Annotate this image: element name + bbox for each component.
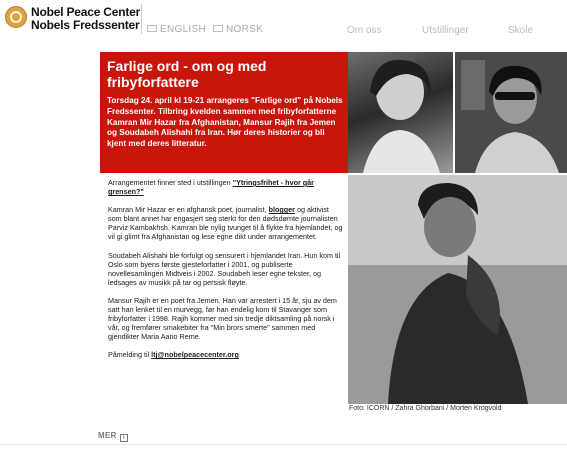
more-label: MER [98, 431, 117, 440]
email-link[interactable]: ltj@nobelpeacecenter.org [151, 350, 239, 360]
photo-soudabeh [348, 52, 453, 173]
nav-utstillinger[interactable]: Utstillinger [422, 25, 469, 36]
more-link[interactable] [98, 431, 128, 442]
headline-lead: Torsdag 24. april kl 19-21 arrangeres "Farlige ord" på Nobels Fredssenter. Tilbring kvelden sammen med fribyforfatterne Kamran Mir Hazar fra Afghanistan, Mansur Rajih fra Jemen og Soudabeh Alishahi fra Iran. Hør deres historier og bli kjent med deres litteratur. [107, 96, 343, 149]
more-arrow-icon: › [120, 434, 128, 442]
article-paragraph [108, 350, 344, 359]
text-span: Arrangementet finner sted i utstillingen [108, 178, 233, 187]
nav-skole[interactable]: Skole [508, 25, 534, 36]
logo-title[interactable]: Nobel Peace Center [31, 5, 141, 19]
nav-om-oss[interactable]: Om oss [347, 25, 382, 36]
lang-english-label: ENGLISH [160, 24, 207, 35]
article-paragraph [108, 205, 344, 241]
flag-no-icon [213, 25, 223, 32]
site-header [0, 0, 567, 40]
flag-en-icon [147, 25, 157, 32]
photo-caption: Foto: ICORN / Zahra Ghorbani / Morten Krogvold [349, 405, 502, 412]
lang-english-link[interactable] [147, 24, 206, 35]
text-span: og aktivist som blant annet har engasjert seg sterkt for den dødsdømte journalisten Parviz Kambakhsh. Kamran ble nylig tvunget til å flykte fra hjemlandet, og vil gi glimt fra Afghanistan og lese egne dikt under arrangementet. [108, 205, 343, 242]
footer-divider [0, 444, 567, 445]
text-span: Kamran Mir Hazar er en afghansk poet, journalist, [108, 205, 269, 215]
headline-box [100, 52, 348, 173]
article-body [108, 178, 344, 369]
blogger-link[interactable]: blogger [268, 205, 295, 215]
text-span: Påmelding til [108, 350, 152, 360]
logo-subtitle[interactable]: Nobels Fredssenter [31, 18, 140, 32]
page-title: Farlige ord - om og med fribyforfattere [107, 58, 267, 90]
lang-norsk-link[interactable] [213, 24, 263, 35]
header-divider [141, 4, 142, 34]
article-paragraph: Soudabeh Alishahi ble forfulgt og sensurert i hjemlandet Iran. Hun kom til Oslo som byens første gjesteforfatter i 2001, og publiserte novellesamlingen Midtveis i 2002. Soudabeh leser egne tekster, og ledsages av musikk på tar og persisk fløyte. [108, 250, 341, 287]
exhibition-link[interactable]: "Ytringsfrihet - hvor går grensen?" [108, 178, 314, 197]
photo-kamran [455, 52, 567, 173]
lang-norsk-label: NORSK [226, 24, 264, 35]
article-paragraph: Mansur Rajih er en poet fra Jemen. Han var arrestert i 15 år, sju av dem satt han lenket til en murvegg, før han endelig kom til Stavanger som fribyforfatter i 1998. Rajih kommer med sin tredje diktsamling på norsk i vår, og fremfører smakebiter fra "Min brors smerte" sammen med gjendikter Maria Aano Reme. [108, 295, 337, 342]
photo-mansur [348, 175, 567, 404]
article-paragraph [108, 178, 344, 196]
nobel-logo-icon[interactable] [5, 6, 27, 28]
